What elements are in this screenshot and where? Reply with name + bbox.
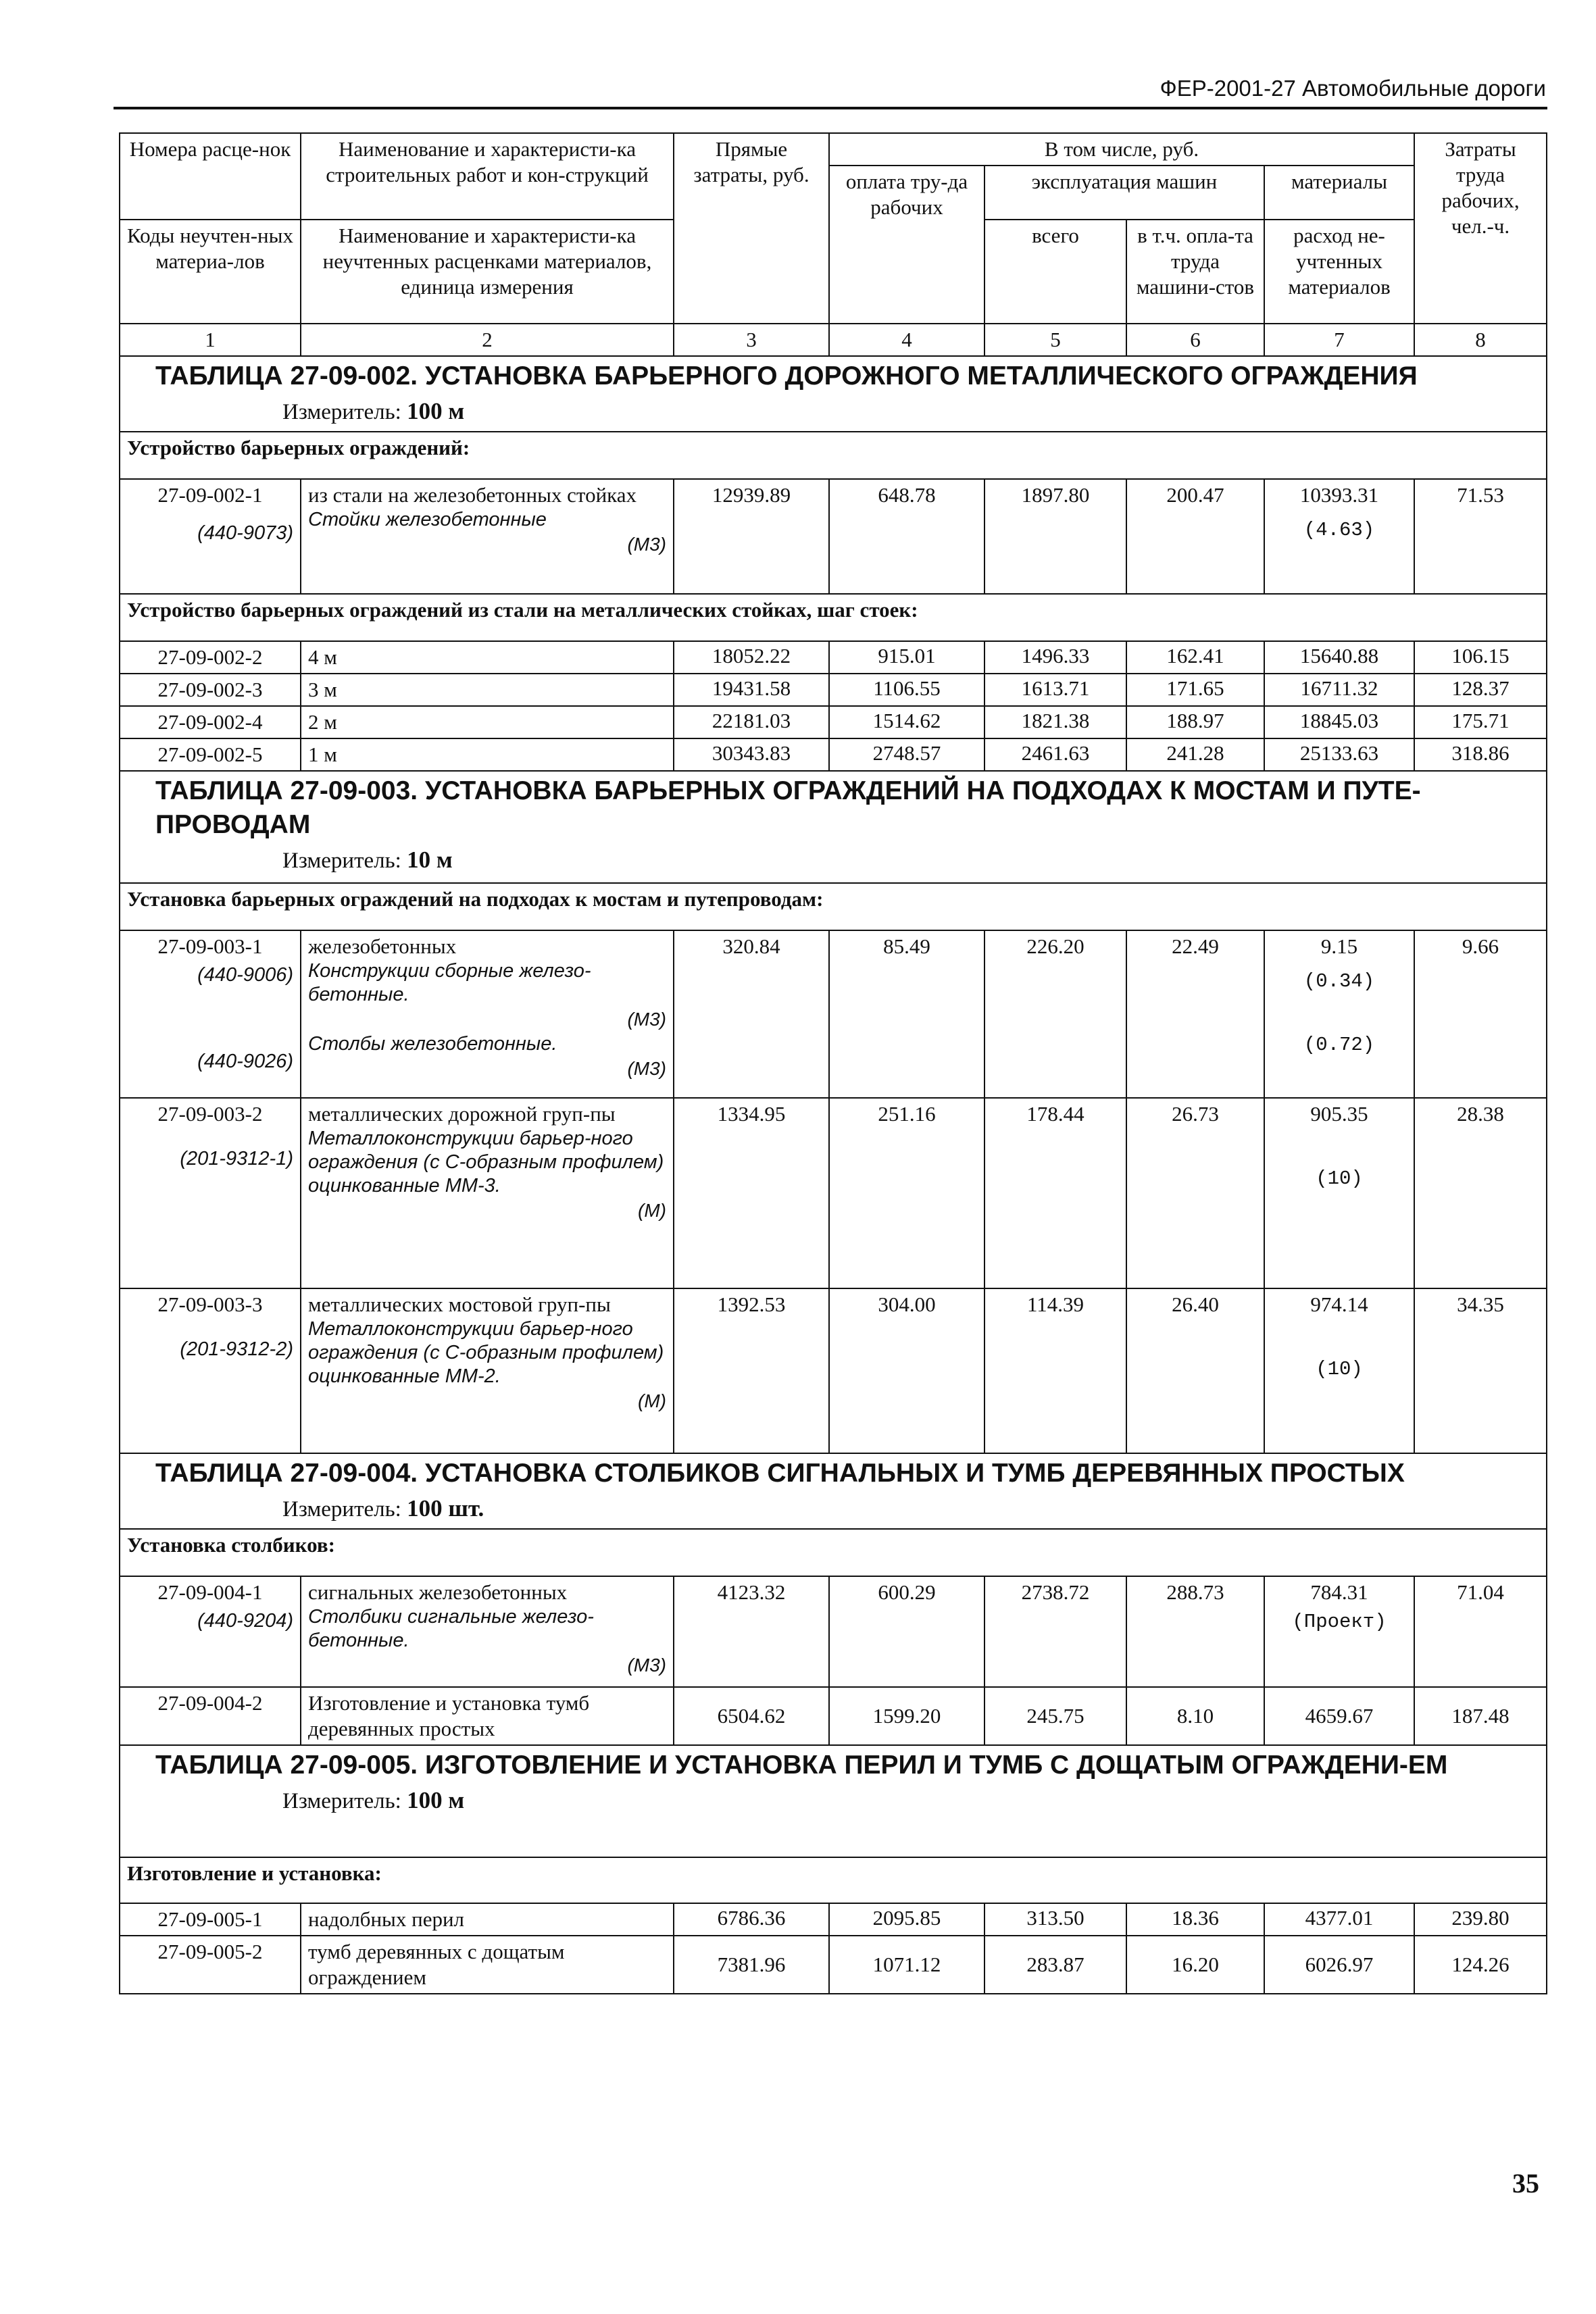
rate-name: 4 м [301, 641, 674, 674]
table-title: ТАБЛИЦА 27-09-002. УСТАНОВКА БАРЬЕРНОГО ДОРОЖНОГО МЕТАЛЛИЧЕСКОГО ОГРАЖДЕНИЯ [155, 361, 1418, 391]
hdr-col4: оплата тру-да рабочих [829, 166, 984, 324]
table-meter [127, 1788, 1539, 1814]
material-qty: (Проект) [1292, 1611, 1387, 1633]
material-unit: (М3) [627, 1655, 666, 1676]
rate-name-cell [301, 1098, 674, 1288]
direct-cost: 4123.32 [674, 1576, 829, 1687]
table-title-block [120, 771, 1547, 883]
labor-cost: 2095.85 [829, 1903, 984, 1936]
material-unit: (М3) [627, 534, 666, 555]
machine-cost: 313.50 [984, 1903, 1126, 1936]
rate-name: сигнальных железобетонных [308, 1580, 568, 1604]
machine-labor-cost: 22.49 [1126, 930, 1264, 1098]
rate-code-cell [120, 1288, 301, 1453]
hdr-materials: материалы [1264, 166, 1414, 220]
material-cost-cell [1264, 1098, 1414, 1288]
rate-name-cell [301, 930, 674, 1098]
material-cost: 25133.63 [1264, 738, 1414, 771]
rate-code-cell [120, 1576, 301, 1687]
rate-code: 27-09-005-1 [120, 1903, 301, 1936]
col-number: 8 [1414, 324, 1547, 356]
machine-cost: 2738.72 [984, 1576, 1126, 1687]
labor-cost: 1599.20 [829, 1687, 984, 1745]
machine-labor-cost: 162.41 [1126, 641, 1264, 674]
direct-cost: 12939.89 [674, 479, 829, 594]
material-cost-cell [1264, 1288, 1414, 1453]
labor-cost: 600.29 [829, 1576, 984, 1687]
running-head: ФЕР-2001-27 Автомобильные дороги [1159, 76, 1546, 101]
table-title-block [120, 1453, 1547, 1529]
labor-hours: 175.71 [1414, 706, 1547, 738]
rate-name: 3 м [301, 674, 674, 706]
material-qty: (4.63) [1303, 519, 1375, 541]
labor-hours: 71.04 [1414, 1576, 1547, 1687]
rate-name: тумб деревянных с дощатым ограждением [301, 1936, 674, 1994]
hdr-col3: Прямые затраты, руб. [674, 133, 829, 324]
machine-labor-cost: 26.73 [1126, 1098, 1264, 1288]
material-name: Металлоконструкции барьер-ного ограждения (с С-образным профилем) оцинкованные ММ-3. [308, 1128, 664, 1197]
rate-code-cell [120, 1098, 301, 1288]
machine-cost: 1897.80 [984, 479, 1126, 594]
table-title: ТАБЛИЦА 27-09-003. УСТАНОВКА БАРЬЕРНЫХ ОГРАЖДЕНИЙ НА ПОДХОДАХ К МОСТАМ И ПУТЕ-ПРОВОДАМ [155, 776, 1421, 839]
direct-cost: 22181.03 [674, 706, 829, 738]
section-heading: Устройство барьерных ограждений из стали на металлических стойках, шаг стоек: [120, 594, 1547, 641]
material-cost: 905.35 [1310, 1102, 1368, 1126]
rate-code: 27-09-002-3 [120, 674, 301, 706]
labor-hours: 28.38 [1414, 1098, 1547, 1288]
machine-cost: 226.20 [984, 930, 1126, 1098]
material-unit: (М3) [627, 1009, 666, 1030]
labor-hours: 187.48 [1414, 1687, 1547, 1745]
col-number: 6 [1126, 324, 1264, 356]
material-code: (440-9006) [197, 964, 293, 986]
rate-name: из стали на железобетонных стойках [308, 483, 637, 507]
header-rule [114, 107, 1547, 109]
meter-value: 10 м [407, 847, 453, 873]
rate-name: надолбных перил [301, 1903, 674, 1936]
material-code: (440-9204) [197, 1610, 293, 1632]
machine-labor-cost: 26.40 [1126, 1288, 1264, 1453]
machine-labor-cost: 18.36 [1126, 1903, 1264, 1936]
rate-name-cell [301, 1576, 674, 1687]
labor-cost: 1106.55 [829, 674, 984, 706]
machine-cost: 178.44 [984, 1098, 1126, 1288]
material-qty: (10) [1316, 1167, 1363, 1190]
section-heading: Изготовление и установка: [120, 1857, 1547, 1903]
machine-labor-cost: 171.65 [1126, 674, 1264, 706]
machine-cost: 114.39 [984, 1288, 1126, 1453]
machine-labor-cost: 200.47 [1126, 479, 1264, 594]
labor-cost: 915.01 [829, 641, 984, 674]
machine-labor-cost: 16.20 [1126, 1936, 1264, 1994]
direct-cost: 1392.53 [674, 1288, 829, 1453]
hdr-machines: эксплуатация машин [984, 166, 1264, 220]
material-cost: 10393.31 [1299, 483, 1379, 507]
labor-hours: 239.80 [1414, 1903, 1547, 1936]
rate-name-cell [301, 479, 674, 594]
labor-cost: 648.78 [829, 479, 984, 594]
direct-cost: 18052.22 [674, 641, 829, 674]
direct-cost: 1334.95 [674, 1098, 829, 1288]
section-heading: Установка столбиков: [120, 1529, 1547, 1576]
section-heading: Установка барьерных ограждений на подходах к мостам и путепроводам: [120, 883, 1547, 930]
machine-cost: 245.75 [984, 1687, 1126, 1745]
material-unit: (М) [638, 1200, 666, 1221]
material-code: (440-9026) [197, 1051, 293, 1072]
rate-code: 27-09-003-2 [157, 1102, 263, 1126]
material-cost-cell [1264, 1576, 1414, 1687]
rate-name-cell [301, 1288, 674, 1453]
material-qty: (10) [1316, 1358, 1363, 1380]
labor-hours: 124.26 [1414, 1936, 1547, 1994]
rate-code: 27-09-002-5 [120, 738, 301, 771]
rate-code: 27-09-004-2 [120, 1687, 301, 1745]
machine-cost: 1496.33 [984, 641, 1126, 674]
labor-hours: 71.53 [1414, 479, 1547, 594]
col-number: 2 [301, 324, 674, 356]
material-code: (440-9073) [197, 522, 293, 544]
material-cost: 784.31 [1310, 1580, 1368, 1604]
meter-value: 100 м [407, 398, 465, 424]
material-cost: 4659.67 [1264, 1687, 1414, 1745]
hdr-group: В том числе, руб. [829, 133, 1414, 166]
labor-cost: 85.49 [829, 930, 984, 1098]
labor-cost: 2748.57 [829, 738, 984, 771]
hdr-col5: всего [984, 220, 1126, 324]
meter-value: 100 м [407, 1787, 465, 1813]
material-cost: 4377.01 [1264, 1903, 1414, 1936]
rate-name: Изготовление и установка тумб деревянных простых [301, 1687, 674, 1745]
material-code: (201-9312-2) [180, 1338, 293, 1360]
table-title: ТАБЛИЦА 27-09-004. УСТАНОВКА СТОЛБИКОВ СИГНАЛЬНЫХ И ТУМБ ДЕРЕВЯННЫХ ПРОСТЫХ [155, 1459, 1405, 1488]
col-number: 3 [674, 324, 829, 356]
page-number: 35 [1512, 2168, 1539, 2198]
rate-code: 27-09-002-1 [157, 483, 263, 507]
rate-name: железобетонных [308, 934, 457, 958]
direct-cost: 7381.96 [674, 1936, 829, 1994]
table-title-block [120, 1745, 1547, 1857]
col-number: 4 [829, 324, 984, 356]
direct-cost: 30343.83 [674, 738, 829, 771]
rate-name: 2 м [301, 706, 674, 738]
machine-labor-cost: 8.10 [1126, 1687, 1264, 1745]
col-number: 1 [120, 324, 301, 356]
labor-hours: 318.86 [1414, 738, 1547, 771]
labor-hours: 128.37 [1414, 674, 1547, 706]
material-code: (201-9312-1) [180, 1148, 293, 1169]
col-number: 7 [1264, 324, 1414, 356]
material-unit: (М) [638, 1390, 666, 1411]
material-name: Столбики сигнальные железо-бетонные. [308, 1606, 594, 1651]
material-name: Металлоконструкции барьер-ного ограждения (с С-образным профилем) оцинкованные ММ-2. [308, 1318, 664, 1387]
material-cost-cell [1264, 479, 1414, 594]
material-cost-cell [1264, 930, 1414, 1098]
rate-code-cell [120, 479, 301, 594]
rate-code: 27-09-004-1 [157, 1580, 263, 1604]
rate-code: 27-09-005-2 [120, 1936, 301, 1994]
meter-label: Измеритель: [282, 1497, 401, 1521]
meter-label: Измеритель: [282, 849, 401, 873]
machine-labor-cost: 241.28 [1126, 738, 1264, 771]
material-cost: 9.15 [1320, 934, 1358, 958]
material-cost: 18845.03 [1264, 706, 1414, 738]
direct-cost: 6504.62 [674, 1687, 829, 1745]
hdr-col8: Затраты труда рабочих, чел.-ч. [1414, 133, 1547, 324]
rate-name: 1 м [301, 738, 674, 771]
rate-code: 27-09-003-3 [157, 1292, 263, 1316]
col-number: 5 [984, 324, 1126, 356]
labor-hours: 34.35 [1414, 1288, 1547, 1453]
machine-cost: 283.87 [984, 1936, 1126, 1994]
meter-label: Измеритель: [282, 400, 401, 424]
material-name: Конструкции сборные железо-бетонные. [308, 960, 591, 1005]
labor-hours: 106.15 [1414, 641, 1547, 674]
rate-code-cell [120, 930, 301, 1098]
hdr-col1-top: Номера расце-нок [120, 133, 301, 220]
machine-cost: 1613.71 [984, 674, 1126, 706]
hdr-col2-bottom: Наименование и характеристи-ка неучтенных расценками материалов, единица измерения [301, 220, 674, 324]
hdr-col2-top: Наименование и характеристи-ка строительных работ и кон-струкций [301, 133, 674, 220]
rates-table [119, 132, 1547, 1994]
material-cost: 6026.97 [1264, 1936, 1414, 1994]
material-unit: (М3) [627, 1058, 666, 1079]
table-meter [127, 1496, 1539, 1522]
table-title: ТАБЛИЦА 27-09-005. ИЗГОТОВЛЕНИЕ И УСТАНОВКА ПЕРИЛ И ТУМБ С ДОЩАТЫМ ОГРАЖДЕНИ-ЕМ [155, 1751, 1448, 1780]
machine-labor-cost: 288.73 [1126, 1576, 1264, 1687]
rate-name: металлических мостовой груп-пы [308, 1292, 611, 1316]
direct-cost: 6786.36 [674, 1903, 829, 1936]
material-cost: 16711.32 [1264, 674, 1414, 706]
direct-cost: 320.84 [674, 930, 829, 1098]
machine-cost: 1821.38 [984, 706, 1126, 738]
table-title-block [120, 356, 1547, 432]
material-qty: (0.72) [1303, 1034, 1375, 1056]
table-meter [127, 847, 1539, 874]
rate-name: металлических дорожной груп-пы [308, 1102, 616, 1126]
machine-labor-cost: 188.97 [1126, 706, 1264, 738]
material-cost: 974.14 [1310, 1292, 1368, 1316]
hdr-col7: расход не-учтенных материалов [1264, 220, 1414, 324]
machine-cost: 2461.63 [984, 738, 1126, 771]
labor-cost: 304.00 [829, 1288, 984, 1453]
meter-value: 100 шт. [407, 1495, 484, 1521]
labor-cost: 251.16 [829, 1098, 984, 1288]
rate-code: 27-09-003-1 [157, 934, 263, 958]
rate-code: 27-09-002-4 [120, 706, 301, 738]
material-qty: (0.34) [1303, 970, 1375, 992]
material-name: Стойки железобетонные [308, 509, 547, 530]
labor-cost: 1071.12 [829, 1936, 984, 1994]
direct-cost: 19431.58 [674, 674, 829, 706]
rate-code: 27-09-002-2 [120, 641, 301, 674]
table-meter [127, 399, 1539, 425]
material-name: Столбы железобетонные. [308, 1033, 557, 1055]
hdr-col6: в т.ч. опла-та труда машини-стов [1126, 220, 1264, 324]
hdr-col1-bottom: Коды неучтен-ных материа-лов [120, 220, 301, 324]
labor-cost: 1514.62 [829, 706, 984, 738]
meter-label: Измеритель: [282, 1789, 401, 1813]
material-cost: 15640.88 [1264, 641, 1414, 674]
labor-hours: 9.66 [1414, 930, 1547, 1098]
section-heading: Устройство барьерных ограждений: [120, 432, 1547, 479]
